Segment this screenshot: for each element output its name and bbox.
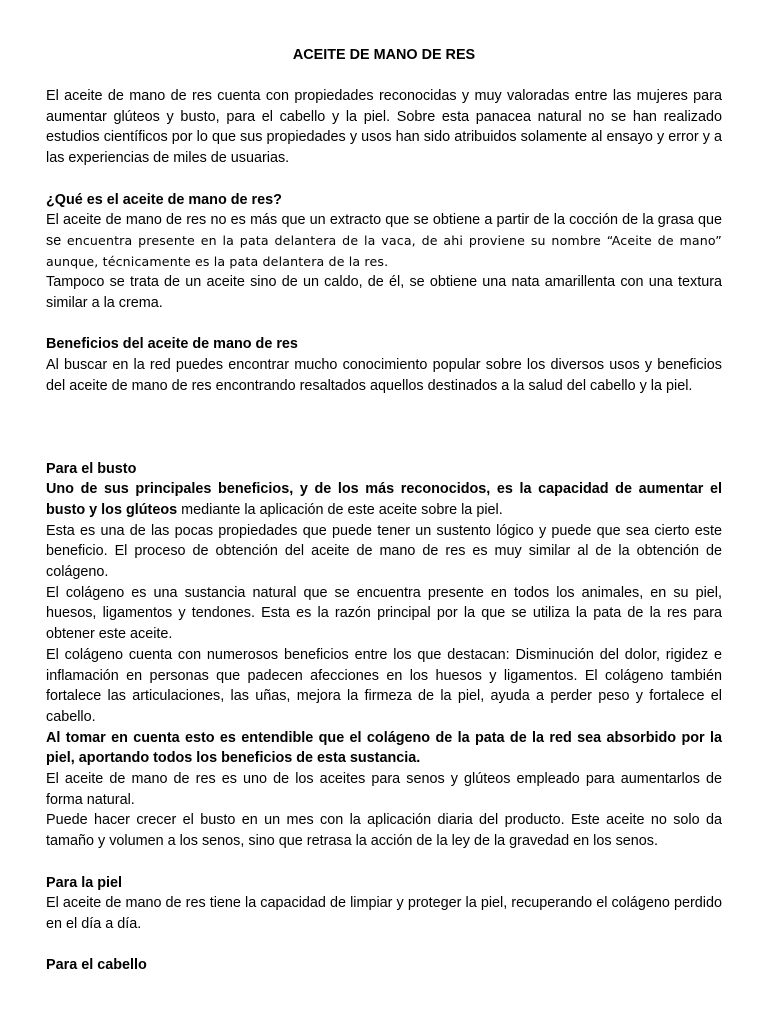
what-is-text-rest: encuentra presente en la pata delantera de la vaca, de ahi proviene su nombre “Aceite de mano” aunque, técnicamente es la pata delantera de la res. [46, 232, 722, 269]
busto-paragraph-4: El colágeno cuenta con numerosos beneficios entre los que destacan: Disminución del dolor, rigidez e inflamación en personas que padecen afecciones en los huesos y ligamentos. El colágeno también fortalece las articulaciones, las uñas, mejora la firmeza de la piel, ayuda a perder peso y fortalece el cabello. [46, 646, 722, 725]
busto-highlight: Uno de sus principales beneficios, y de los más reconocidos, es la capacidad de aumentar el busto y los glúteos [46, 481, 722, 518]
spacer [46, 314, 722, 335]
busto-paragraph-3: El colágeno es una sustancia natural que se encuentra presente en todos los animales, en su piel, huesos, ligamentos y tendones. Esta es la razón principal por la que se utiliza la pata de la res para obtener este aceite. [46, 584, 722, 643]
heading-piel: Para la piel [46, 874, 122, 891]
busto-paragraph-6: El aceite de mano de res es uno de los aceites para senos y glúteos empleado para aumentarlos de forma natural. [46, 771, 722, 808]
spacer [46, 852, 722, 873]
intro-paragraph: El aceite de mano de res cuenta con propiedades reconocidas y muy valoradas entre las mujeres para aumentar glúteos y busto, para el cabello y la piel. Sobre esta panacea natural no se han realizado estudios científicos por lo que sus propiedades y usos han sido atribuidos solamente al ensayo y error y a las experiencias de miles de usuarias. [46, 88, 722, 167]
spacer [46, 169, 722, 190]
heading-benefits: Beneficios del aceite de mano de res [46, 336, 298, 353]
what-is-text-start: El aceite de mano de res no es más que un extracto que se obtiene a partir de la cocción de la grasa que se [46, 212, 722, 249]
busto-paragraph-5: Al tomar en cuenta esto es entendible que el colágeno de la pata de la red sea absorbido por la piel, aportando todos los beneficios de esta sustancia. [46, 729, 722, 767]
busto-paragraph-1 [46, 479, 722, 520]
spacer [46, 397, 722, 459]
what-is-paragraph-1 [46, 210, 722, 272]
busto-paragraph-2: Esta es una de las pocas propiedades que puede tener un sustento lógico y puede que sea cierto este beneficio. El proceso de obtención del aceite de mano de res es muy similar al de la obtención de colágeno. [46, 522, 722, 581]
benefits-paragraph: Al buscar en la red puedes encontrar mucho conocimiento popular sobre los diversos usos y beneficios del aceite de mano de res encontrando resaltados aquellos destinados a la salud del cabello y la piel. [46, 357, 722, 394]
document-title: ACEITE DE MANO DE RES [292, 47, 476, 63]
spacer [46, 935, 722, 956]
piel-paragraph: El aceite de mano de res tiene la capacidad de limpiar y proteger la piel, recuperando el colágeno perdido en el día a día. [46, 895, 722, 932]
what-is-paragraph-2: Tampoco se trata de un aceite sino de un caldo, de él, se obtiene una nata amarillenta con una textura similar a la crema. [46, 274, 722, 312]
heading-cabello: Para el cabello [46, 957, 147, 974]
busto-text-rest: mediante la aplicación de este aceite sobre la piel. [177, 501, 503, 518]
heading-busto: Para el busto [46, 460, 137, 477]
heading-what-is: ¿Qué es el aceite de mano de res? [46, 191, 282, 208]
busto-paragraph-7: Puede hacer crecer el busto en un mes con la aplicación diaria del producto. Este aceite no solo da tamaño y volumen a los senos, sino que retrasa la acción de la ley de la gravedad en los senos. [46, 812, 722, 850]
